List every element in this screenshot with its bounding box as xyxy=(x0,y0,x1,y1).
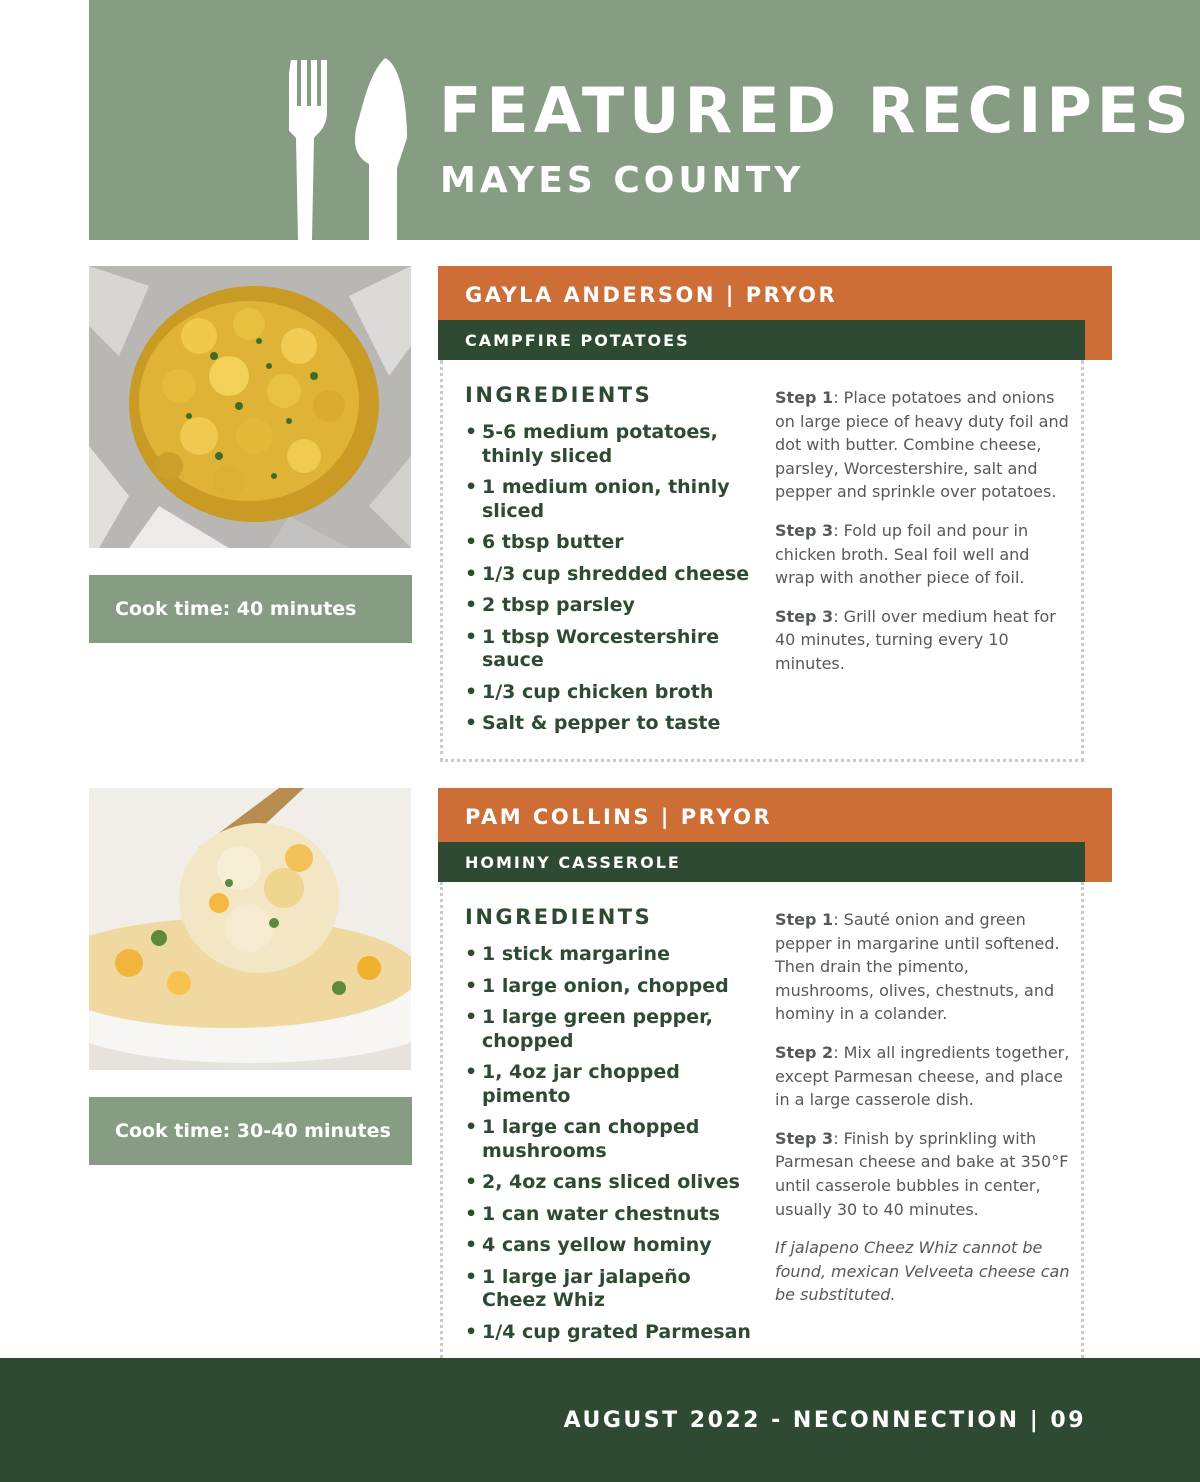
step-text: : Grill over medium heat for 40 minutes, turning every 10 minutes. xyxy=(775,606,1056,673)
ingredients-heading: INGREDIENTS xyxy=(465,905,653,929)
step-paragraph xyxy=(775,605,1071,676)
fork-and-knife-icon xyxy=(289,56,409,240)
step-label: Step 3 xyxy=(775,606,834,626)
ingredient-item: • 1 medium onion, thinly sliced xyxy=(465,476,755,523)
campfire-potatoes-photo xyxy=(89,266,411,548)
ingredient-item: • 2, 4oz cans sliced olives xyxy=(465,1171,755,1195)
step-text: : Sauté onion and green pepper in margarine until softened. Then drain the pimento, mushrooms, olives, chestnuts, and hominy in a colander. xyxy=(775,910,1060,1024)
ingredient-item: • 1 tbsp Worcestershire sauce xyxy=(465,626,755,673)
step-label: Step 3 xyxy=(775,520,834,540)
hominy-casserole-photo xyxy=(89,788,411,1070)
step-label: Step 2 xyxy=(775,1042,834,1062)
ingredient-item: • 4 cans yellow hominy xyxy=(465,1234,755,1258)
step-paragraph xyxy=(775,386,1071,504)
ingredient-item: • 1 large onion, chopped xyxy=(465,975,755,999)
recipe-author-banner xyxy=(438,788,1112,882)
step-text: : Place potatoes and onions on large piece of heavy duty foil and dot with butter. Combine cheese, parsley, Worcestershire, salt and pepper and sprinkle over potatoes. xyxy=(775,388,1069,502)
page-subtitle: MAYES COUNTY xyxy=(440,160,805,201)
ingredient-item: • 1 stick margarine xyxy=(465,943,755,967)
step-label: Step 1 xyxy=(775,910,834,929)
steps-column xyxy=(775,386,1071,691)
ingredient-item: • Salt & pepper to taste xyxy=(465,712,755,736)
page-header xyxy=(89,0,1200,240)
step-text: : Fold up foil and pour in chicken broth. Seal foil well and wrap with another piece of foil. xyxy=(775,520,1030,588)
ingredient-item: • 1 large jar jalapeño Cheez Whiz xyxy=(465,1266,755,1313)
step-paragraph xyxy=(775,908,1071,1026)
step-paragraph xyxy=(775,1041,1071,1112)
ingredient-item: • 1/4 cup grated Parmesan xyxy=(465,1321,755,1345)
ingredients-list xyxy=(465,421,755,744)
step-paragraph xyxy=(775,1127,1071,1221)
ingredients-heading: INGREDIENTS xyxy=(465,383,653,407)
page-title: FEATURED RECIPES xyxy=(439,74,1194,147)
step-label: Step 3 xyxy=(775,1128,834,1148)
substitution-note: If jalapeno Cheez Whiz cannot be found, mexican Velveeta cheese can be substituted. xyxy=(775,1238,1070,1305)
ingredient-item: • 6 tbsp butter xyxy=(465,531,755,555)
step-text: : Finish by sprinkling with Parmesan cheese and bake at 350°F until casserole bubbles in center, usually 30 to 40 minutes. xyxy=(775,1128,1069,1219)
ingredient-item: • 1, 4oz jar chopped pimento xyxy=(465,1061,755,1108)
recipe-author-banner xyxy=(438,266,1112,360)
recipe-author: GAYLA ANDERSON | PRYOR xyxy=(465,283,838,307)
step-text: : Mix all ingredients together, except Parmesan cheese, and place in a large casserole dish. xyxy=(775,1042,1070,1110)
ingredient-item: • 1/3 cup shredded cheese xyxy=(465,563,755,587)
ingredient-item: • 2 tbsp parsley xyxy=(465,594,755,618)
steps-column xyxy=(775,908,1071,1322)
ingredients-list xyxy=(465,943,755,1352)
cook-time-badge: Cook time: 40 minutes xyxy=(89,575,412,643)
page-footer xyxy=(0,1358,1200,1482)
ingredient-item: • 1 can water chestnuts xyxy=(465,1203,755,1227)
ingredient-item: • 1/3 cup chicken broth xyxy=(465,681,755,705)
recipe-author: PAM COLLINS | PRYOR xyxy=(465,805,773,829)
step-label: Step 1 xyxy=(775,388,834,407)
recipe-title: HOMINY CASSEROLE xyxy=(438,842,1085,882)
issue-and-page-number: AUGUST 2022 - NECONNECTION | 09 xyxy=(563,1408,1086,1433)
ingredient-item: • 1 large can chopped mushrooms xyxy=(465,1116,755,1163)
ingredient-item: • 5-6 medium potatoes, thinly sliced xyxy=(465,421,755,468)
recipe-title: CAMPFIRE POTATOES xyxy=(438,320,1085,360)
cook-time-badge: Cook time: 30-40 minutes xyxy=(89,1097,412,1165)
step-paragraph xyxy=(775,519,1071,590)
ingredient-item: • 1 large green pepper, chopped xyxy=(465,1006,755,1053)
